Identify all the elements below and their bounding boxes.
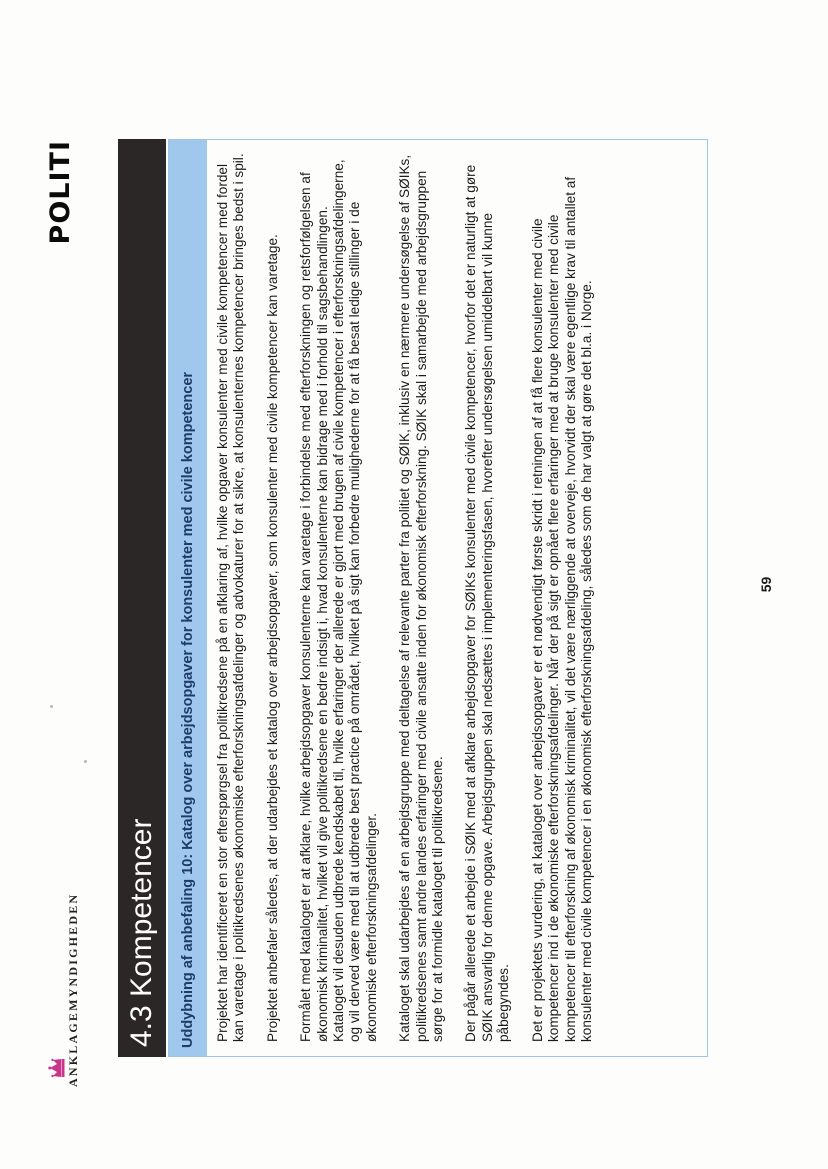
politi-logo: POLITI <box>45 140 76 245</box>
recommendation-body <box>207 140 595 1056</box>
paragraph: Det er projektets vurdering, at kataloget over arbejdsopgaver er et nødvendigt første skridt i retningen af at få flere konsulenter med civile kompetencer ind i de økonomiske efterforskningsafdelinger. Når der på sigt er opnået flere erfaringer med at bruge konsulenter med civile kompetencer til efterforskning af økonomisk kriminalitet, vil det være nærliggende at overveje, hvorvidt der skal være egentlige krav til antallet af konsulenter med civile kompetencer i en økonomisk efterforskningsafdeling, således som de har valgt at gøre det bl.a. i Norge. <box>529 176 594 1042</box>
paragraph: Kataloget skal udarbejdes af en arbejdsgruppe med deltagelse af relevante parter fra politiet og SØIK, inklusiv en nærmere undersøgelse af SØIKs, politikredsenes samt andre landes erfaringer med civile ansatte inden for økonomisk efterforskning. SØIK skal i samarbejde med arbejdsgruppen sørge for at formidle kataloget til politikredsene. <box>397 154 446 1042</box>
page-number: 59 <box>758 576 774 593</box>
recommendation-box <box>168 139 708 1057</box>
paragraph: Der pågår allerede et arbejde i SØIK med at afklare arbejdsopgaver for SØIKs konsulenter med civile kompetencer, hvorfor det er naturligt at gøre SØIK ansvarlig for denne opgave. Arbejdsgruppen skal nedsættes i implementeringsfasen, hvorefter undersøgelsen umiddelbart vil kunne påbegyndes. <box>463 164 512 1042</box>
section-title: 4.3 Kompetencer <box>118 139 166 1057</box>
paragraph: Formålet med kataloget er at afklare, hvilke arbejdsopgaver konsulenterne kan varetage i forbindelse med efterforskningen og retsforfølgelsen af økonomisk kriminalitet, hvilket vil give politikredsene en bedre indsigt i, hvad konsulenterne kan bidrage med i forhold til sagsbehandlingen. Kataloget vil desuden udbrede kendskabet til, hvilke erfaringer der allerede er gjort med brugen af civile kompetencer i efterforskningsafdelingerne, og vil derved være med til at udbrede best practice på området, hvilket på sigt kan forbedre mulighederne for at få besat ledige stillinger i de økonomiske efterforskningsafdelinger. <box>298 159 379 1042</box>
paragraph: Projektet har identificeret en stor efterspørgsel fra politikredsene på en afklaring af, hvilke opgaver konsulenter med civile kompetencer med fordel kan varetage i politikredsenes økonomiske efterforskningsafdelinger og advokaturer for at sikre, at konsulenternes kompetencer bringes bedst i spil. <box>215 153 247 1042</box>
crown-icon <box>48 1057 66 1079</box>
agency-name: ANKLAGEMYNDIGHEDEN <box>66 892 80 1087</box>
recommendation-heading: Uddybning af anbefaling 10: Katalog over arbejdsopgaver for konsulenter med civile kompetencer <box>169 140 207 1056</box>
paragraph: Projektet anbefaler således, at der udarbejdes et katalog over arbejdsopgaver, som konsulenter med civile kompetencer kan varetage. <box>264 234 280 1042</box>
